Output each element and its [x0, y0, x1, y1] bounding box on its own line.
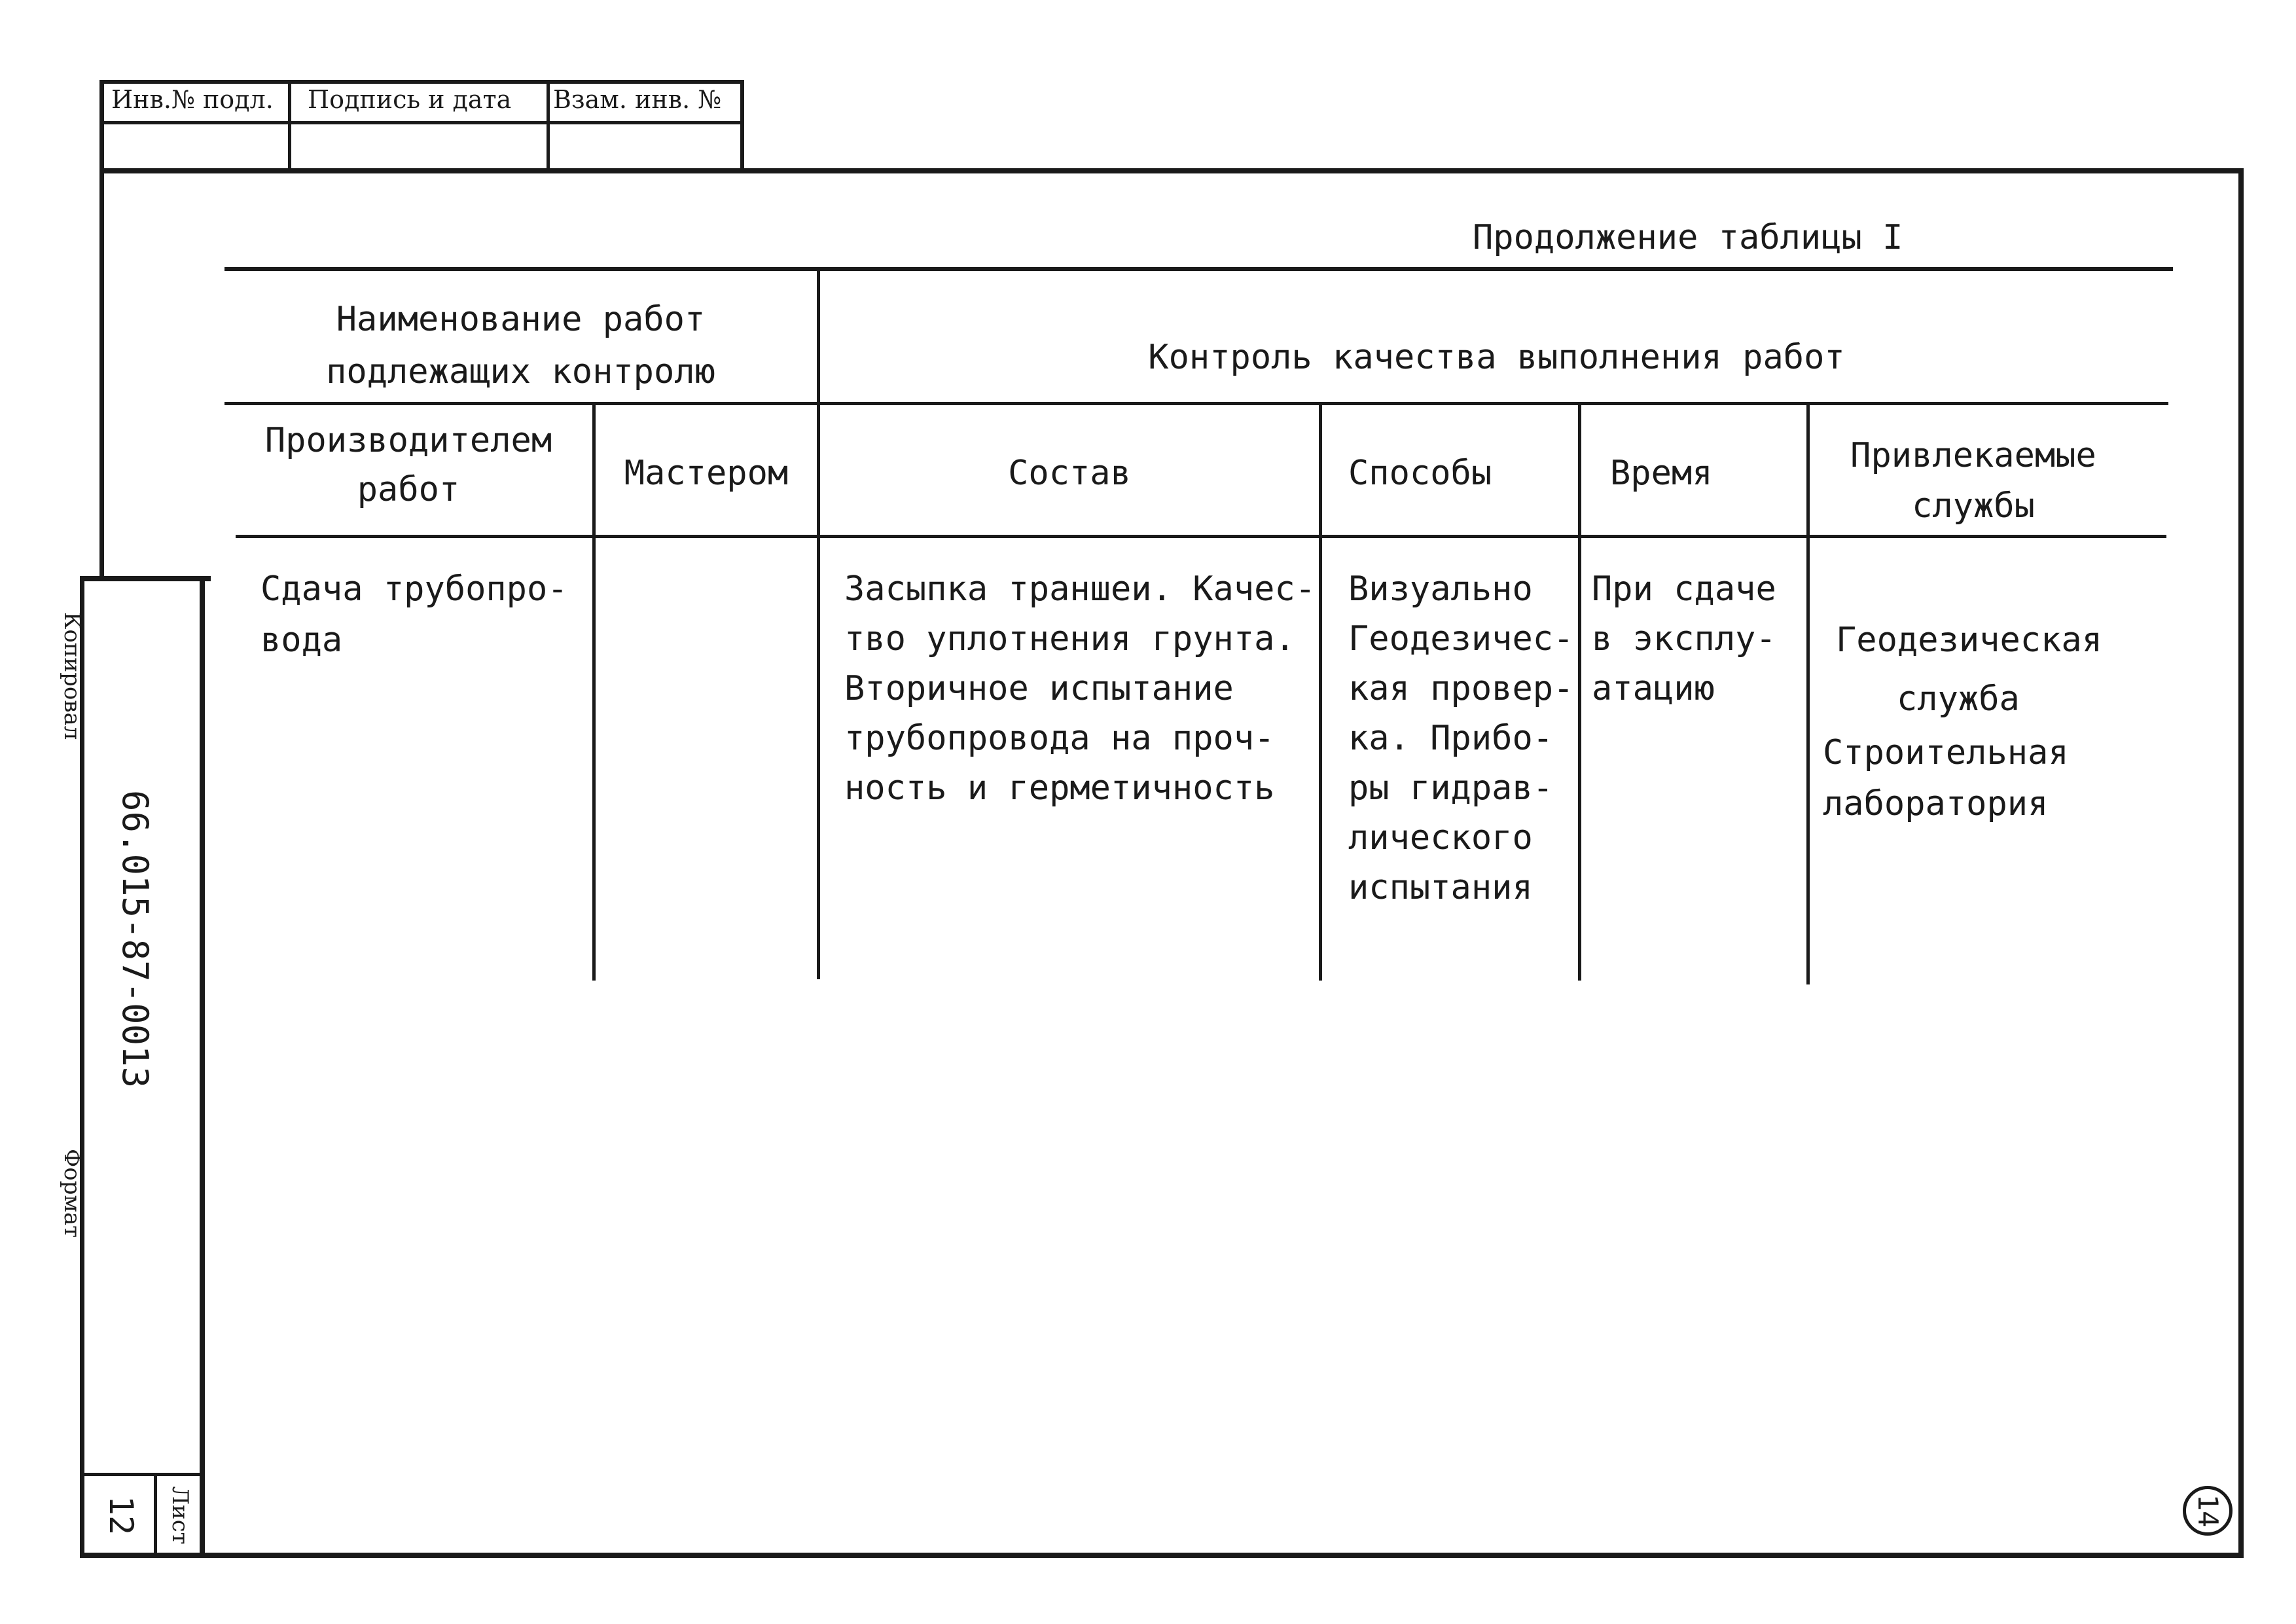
row-time-line1: При сдаче — [1592, 569, 1776, 609]
kopiroval-label: Копировал — [59, 612, 85, 740]
format-label: Формат — [59, 1149, 85, 1238]
header-quality-control: Контроль качества выполнения работ — [1148, 338, 1845, 377]
row-composition-line5: ность и герметичность — [844, 768, 1275, 808]
header-services-line1: Привлекаемые — [1850, 436, 2096, 475]
sheet-label: Лист — [167, 1486, 193, 1545]
row-services-line3: Строительная — [1823, 733, 2069, 772]
row-composition-line2: тво уплотнения грунта. — [844, 619, 1295, 659]
row-time-line2: в эксплу- — [1592, 619, 1776, 659]
row-services-line1: Геодезическая — [1836, 621, 2102, 660]
row-methods-line1: Визуально — [1348, 569, 1533, 609]
row-methods-line3: кая провер- — [1348, 669, 1574, 708]
header-methods: Способы — [1348, 454, 1492, 493]
stamp-inv-podl: Инв.№ подл. — [111, 85, 274, 114]
header-work-name-line2: подлежащих контролю — [326, 352, 715, 391]
row-time-line3: атацию — [1592, 669, 1715, 708]
row-producer-line2: вода — [260, 621, 343, 660]
row-methods-line2: Геодезичес- — [1348, 619, 1574, 659]
stamp-podpis-data: Подпись и дата — [308, 85, 512, 114]
row-methods-line4: ка. Прибо- — [1348, 719, 1554, 758]
row-methods-line7: испытания — [1348, 868, 1533, 907]
sheet-number: 12 — [102, 1495, 140, 1536]
table-caption: Продолжение таблицы I — [1473, 218, 1903, 257]
row-services-line2: служба — [1897, 679, 2020, 719]
stamp-vzam-inv: Взам. инв. № — [553, 85, 722, 114]
header-services-line2: службы — [1912, 486, 2035, 526]
page-mark-number: 14 — [2192, 1494, 2224, 1528]
header-producer-line1: Производителем — [264, 421, 552, 460]
document-code: 66.015-87-0013 — [115, 790, 156, 1089]
row-producer-line1: Сдача трубопро- — [260, 569, 568, 609]
row-methods-line5: ры гидрав- — [1348, 768, 1554, 808]
row-composition-line3: Вторичное испытание — [844, 669, 1234, 708]
page-mark — [2183, 1486, 2233, 1536]
header-work-name-line1: Наименование работ — [336, 300, 706, 339]
header-time: Время — [1610, 454, 1713, 493]
row-methods-line6: лического — [1348, 818, 1533, 857]
header-producer-line2: работ — [357, 470, 460, 509]
header-composition: Состав — [1008, 454, 1131, 493]
row-composition-line4: трубопровода на проч- — [844, 719, 1275, 758]
header-master: Мастером — [624, 454, 789, 493]
row-composition-line1: Засыпка траншеи. Качес- — [844, 569, 1316, 609]
row-services-line4: лаборатория — [1823, 784, 2049, 823]
